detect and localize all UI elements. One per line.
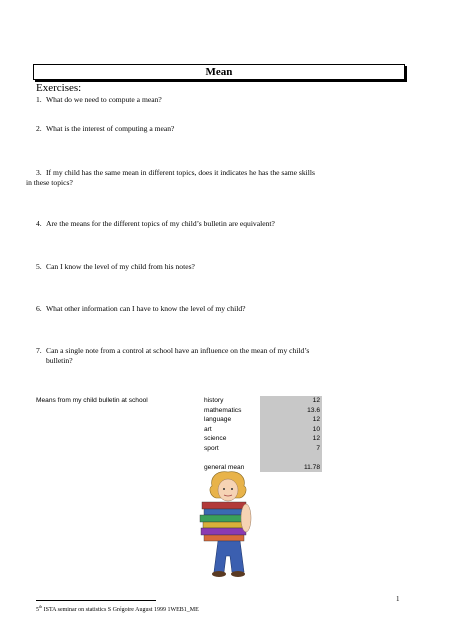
question-text: Can I know the level of my child from his notes? — [46, 262, 195, 271]
table-row — [198, 396, 326, 406]
table-row — [198, 415, 326, 425]
question-number: 5. — [36, 262, 42, 271]
question-text: Are the means for the different topics of my child’s bulletin are equivalent? — [46, 219, 275, 228]
question-text: Can a single note from a control at school have an influence on the mean of my child’s — [46, 346, 310, 355]
question-continuation: in these topics? — [26, 178, 73, 187]
footer-text: ISTA seminar on statistics S Grégoire August 1999 1WEB1_ME — [42, 607, 199, 613]
question-number: 4. — [36, 219, 42, 228]
table-row — [198, 444, 326, 454]
topic-mean: 12 — [260, 415, 322, 425]
means-table — [198, 396, 326, 472]
topic-mean: 13.6 — [260, 406, 322, 416]
question-text: What other information can I have to know the level of my child? — [46, 304, 246, 313]
question-6 — [36, 304, 366, 314]
topic-name: language — [204, 416, 232, 423]
question-3 — [26, 168, 381, 188]
topic-mean: 12 — [260, 396, 322, 406]
exercises-heading: Exercises: — [36, 82, 82, 94]
topic-name: science — [204, 435, 227, 442]
topic-name: sport — [204, 444, 219, 452]
table-spacer-row — [198, 453, 326, 463]
title-box — [33, 64, 405, 80]
general-mean-value: 11.78 — [260, 463, 322, 473]
general-mean-label: general mean — [204, 463, 245, 471]
blank-cell — [260, 453, 322, 463]
table-row — [198, 434, 326, 444]
data-label: Means from my child bulletin at school — [36, 397, 148, 404]
question-2 — [36, 124, 366, 134]
question-1 — [36, 95, 366, 105]
question-number: 1. — [36, 95, 42, 104]
topic-name: art — [204, 425, 212, 433]
question-continuation: bulletin? — [46, 356, 73, 365]
table-row — [198, 425, 326, 435]
question-number: 6. — [36, 304, 42, 313]
topic-mean: 12 — [260, 434, 322, 444]
question-5 — [36, 262, 366, 272]
footer — [36, 604, 199, 613]
footer-edition: 5 — [36, 607, 39, 613]
question-number: 2. — [36, 124, 42, 133]
question-number: 7. — [36, 346, 42, 355]
topic-name: history — [204, 397, 224, 404]
question-text: If my child has the same mean in different topics, does it indicates he has the same skills — [46, 168, 315, 177]
page-title: Mean — [205, 66, 233, 78]
topic-name: mathematics — [204, 406, 242, 414]
page-number: 1 — [396, 595, 400, 603]
question-4 — [36, 219, 366, 229]
footer-edition-suffix: th — [39, 604, 43, 609]
footer-rule — [36, 600, 156, 601]
question-7 — [36, 346, 381, 366]
table-row — [198, 406, 326, 416]
question-text: What do we need to compute a mean? — [46, 95, 162, 104]
topic-mean: 10 — [260, 425, 322, 435]
question-text: What is the interest of computing a mean? — [46, 124, 175, 133]
topic-mean: 7 — [260, 444, 322, 454]
question-number: 3. — [36, 168, 42, 177]
child-with-books-illustration — [188, 468, 268, 578]
